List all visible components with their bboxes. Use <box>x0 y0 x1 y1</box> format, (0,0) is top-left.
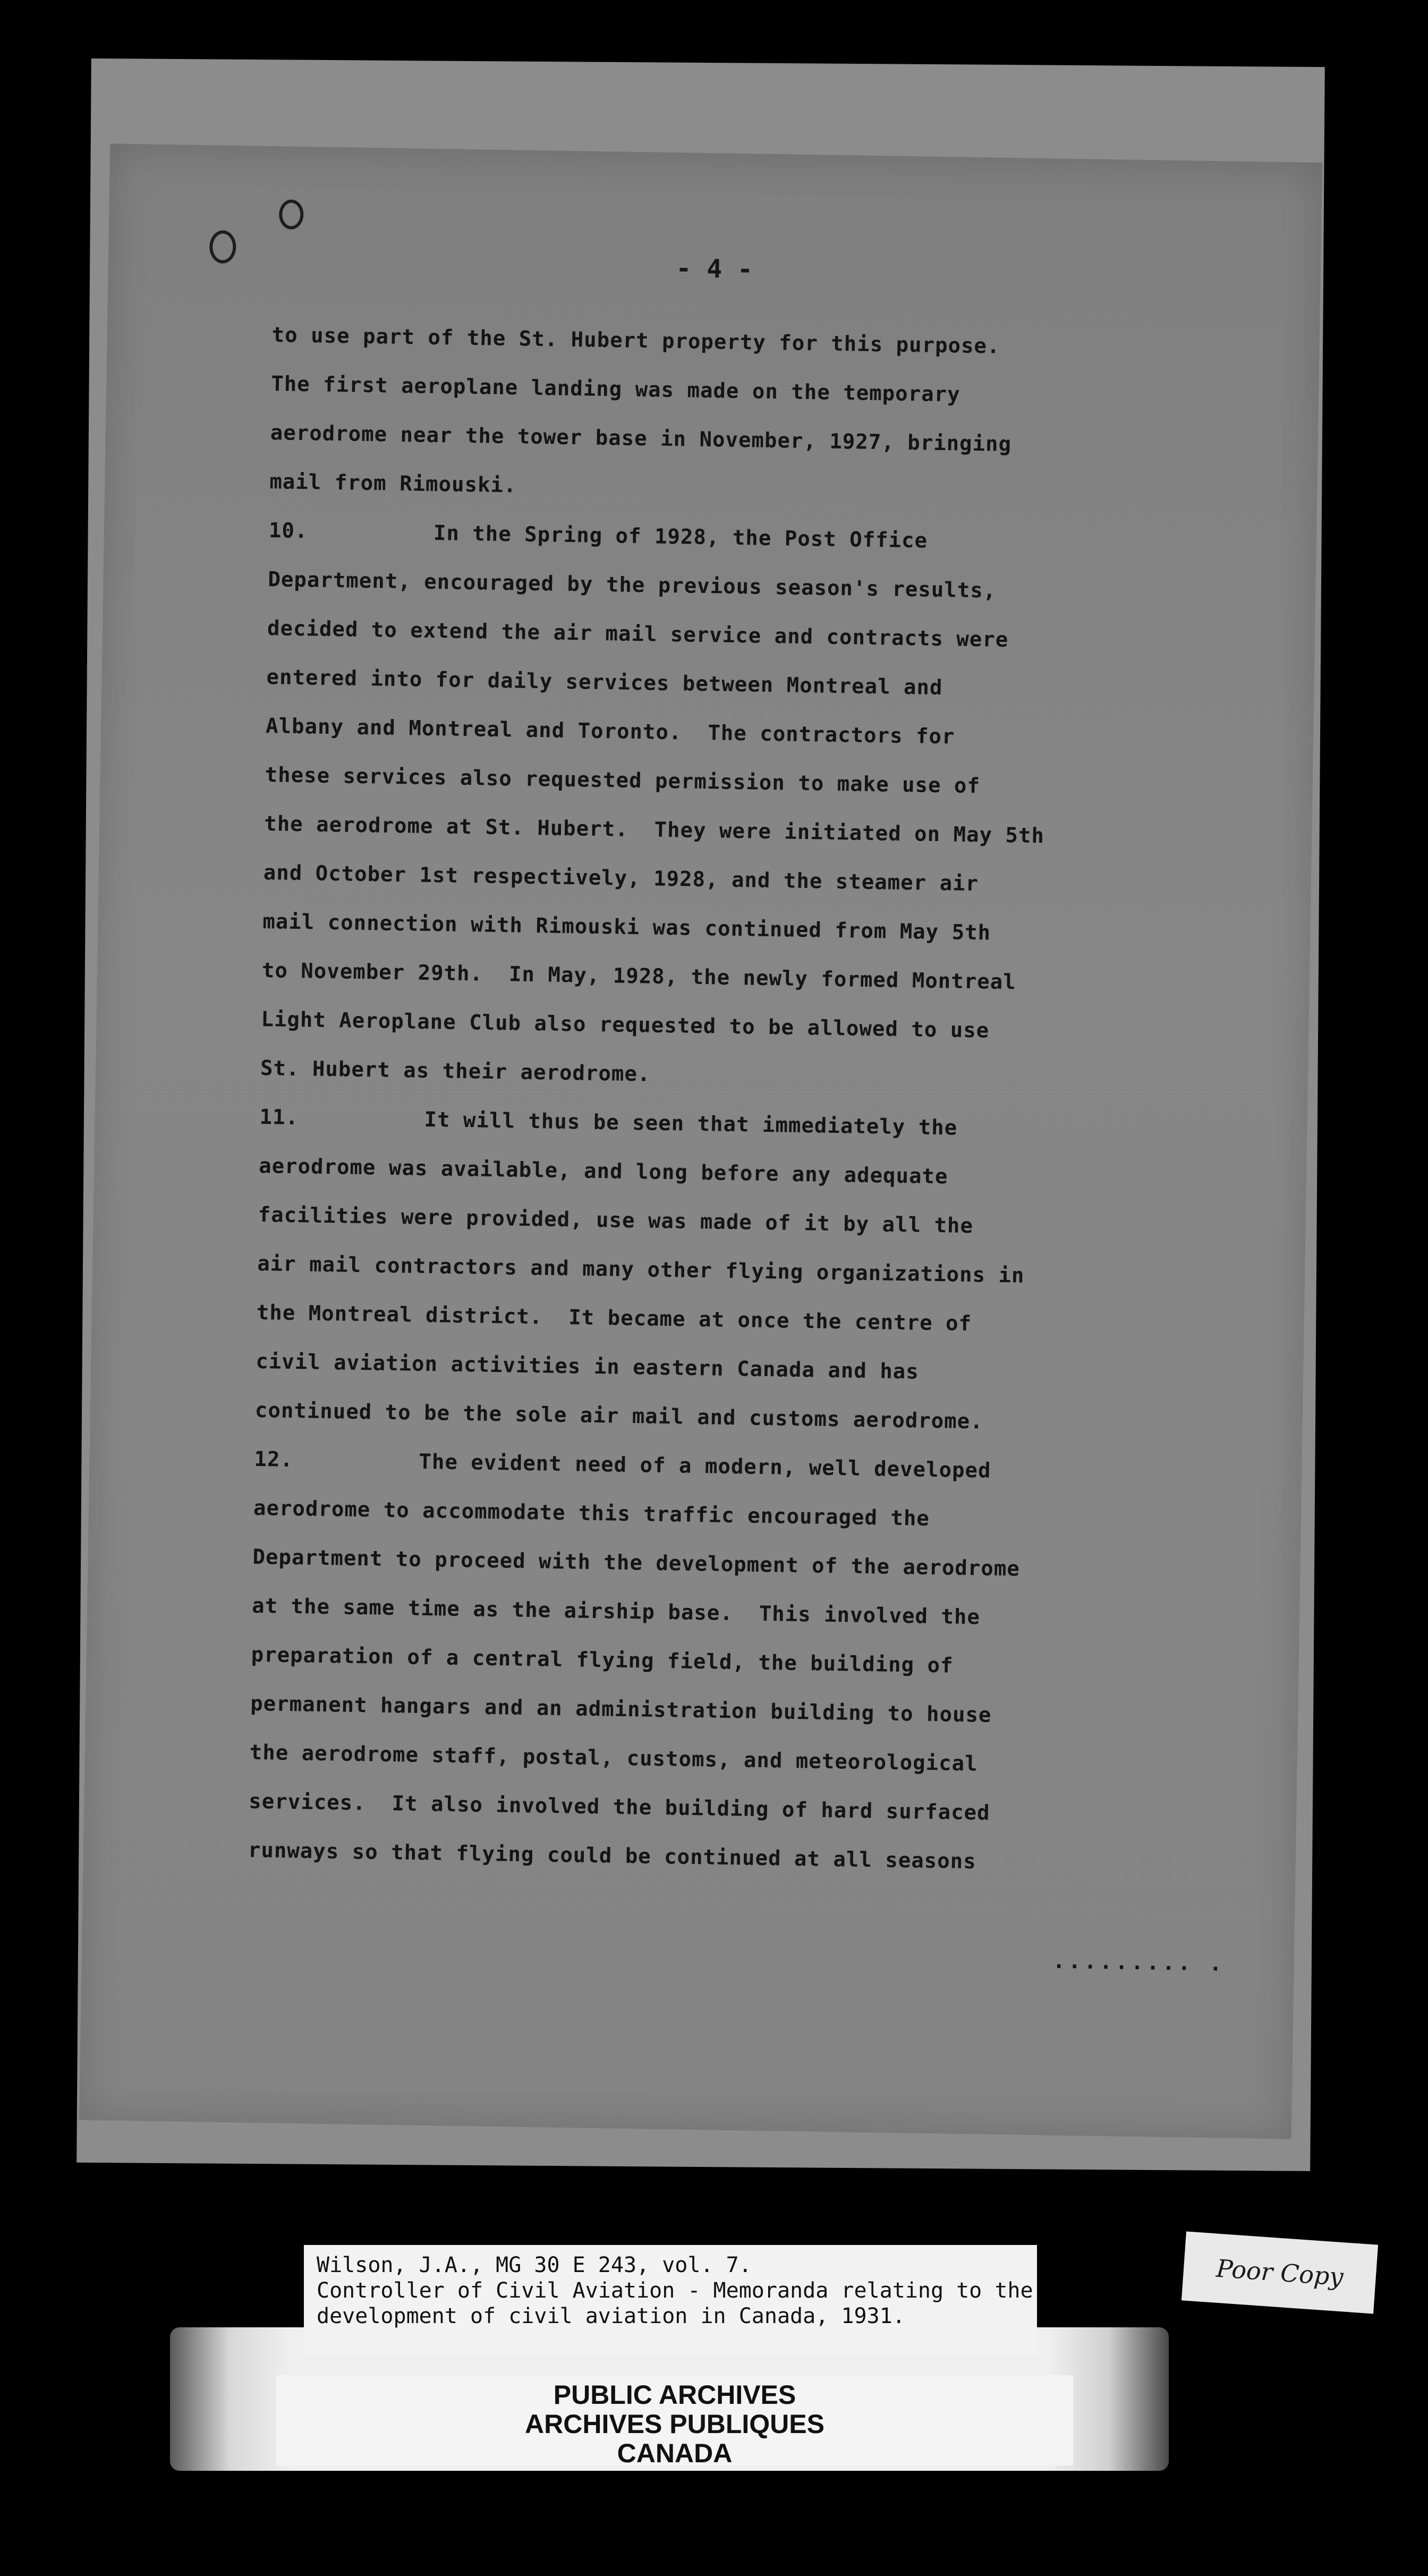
line-text: aerodrome near the tower base in November, 1927, bringing <box>270 421 1012 457</box>
line-text: to November 29th. In May, 1928, the newly formed Montreal <box>261 958 1016 995</box>
line-text: Department, encouraged by the previous season's results, <box>268 567 997 603</box>
label-line: Wilson, J.A., MG 30 E 243, vol. 7. <box>317 2253 752 2277</box>
stamp-line: ARCHIVES PUBLIQUES <box>525 2409 824 2439</box>
line-text: to use part of the St. Hubert property for this purpose. <box>271 323 1000 359</box>
line-text: at the same time as the airship base. This involved the <box>251 1594 981 1630</box>
handwritten-note: Poor Copy <box>1182 2232 1378 2314</box>
line-text: St. Hubert as their aerodrome. <box>260 1056 651 1087</box>
paragraph-number: 12. <box>254 1447 294 1472</box>
line-text: facilities were provided, use was made of it by all the <box>258 1202 974 1239</box>
line-text: services. It also involved the building of hard surfaced <box>249 1789 990 1825</box>
document-page <box>79 143 1322 2139</box>
line-text: aerodrome was available, and long before any adequate <box>258 1154 948 1189</box>
line-text: permanent hangars and an administration building to house <box>250 1691 992 1727</box>
continuation-dots: ......... . <box>1052 1949 1226 1976</box>
line-text: In the Spring of 1928, the Post Office <box>433 521 928 553</box>
line-text: The evident need of a modern, well developed <box>419 1450 991 1483</box>
line-text: air mail contractors and many other flying organizations in <box>257 1251 1025 1288</box>
stamp-line: CANADA <box>617 2438 733 2468</box>
line-text: Albany and Montreal and Toronto. The contractors for <box>265 714 955 749</box>
line-text: mail connection with Rimouski was continued from May 5th <box>262 909 991 945</box>
label-line: development of civil aviation in Canada, 1931. <box>317 2304 905 2328</box>
paragraph-number: 11. <box>259 1105 299 1130</box>
line-text: mail from Rimouski. <box>269 470 517 498</box>
page-number: - 4 - <box>676 253 753 285</box>
stamp-line: PUBLIC ARCHIVES <box>553 2380 796 2410</box>
paragraph-number: 10. <box>268 519 308 544</box>
line-text: the aerodrome at St. Hubert. They were initiated on May 5th <box>264 812 1045 849</box>
line-text: preparation of a central flying field, the building of <box>251 1642 954 1678</box>
line-text: It will thus be seen that immediately the <box>424 1107 958 1140</box>
line-text: runways so that flying could be continued at all seasons <box>248 1838 977 1874</box>
archives-stamp <box>276 2380 1073 2468</box>
line-text: the aerodrome staff, postal, customs, and meteorological <box>249 1740 978 1776</box>
line-text: continued to be the sole air mail and customs aerodrome. <box>254 1398 984 1434</box>
line-text: Light Aeroplane Club also requested to be allowed to use <box>261 1007 990 1043</box>
line-text: decided to extend the air mail service and contracts were <box>267 616 1009 652</box>
line-text: these services also requested permission to make use of <box>265 763 981 799</box>
line-text: Department to proceed with the development of the aerodrome <box>252 1545 1021 1581</box>
line-text: aerodrome to accommodate this traffic encouraged the <box>253 1496 930 1531</box>
label-line: Controller of Civil Aviation - Memoranda relating to the <box>317 2278 1033 2303</box>
line-text: civil aviation activities in eastern Canada and has <box>256 1349 920 1384</box>
line-text: entered into for daily services between Montreal and <box>266 665 943 700</box>
typed-text-body <box>248 311 1281 1891</box>
punch-hole <box>279 199 304 230</box>
line-text: and October 1st respectively, 1928, and the steamer air <box>263 861 979 896</box>
reference-label-card <box>304 2245 1037 2357</box>
line-text: the Montreal district. It became at once the centre of <box>256 1300 972 1336</box>
line-text: The first aeroplane landing was made on the temporary <box>270 372 960 407</box>
